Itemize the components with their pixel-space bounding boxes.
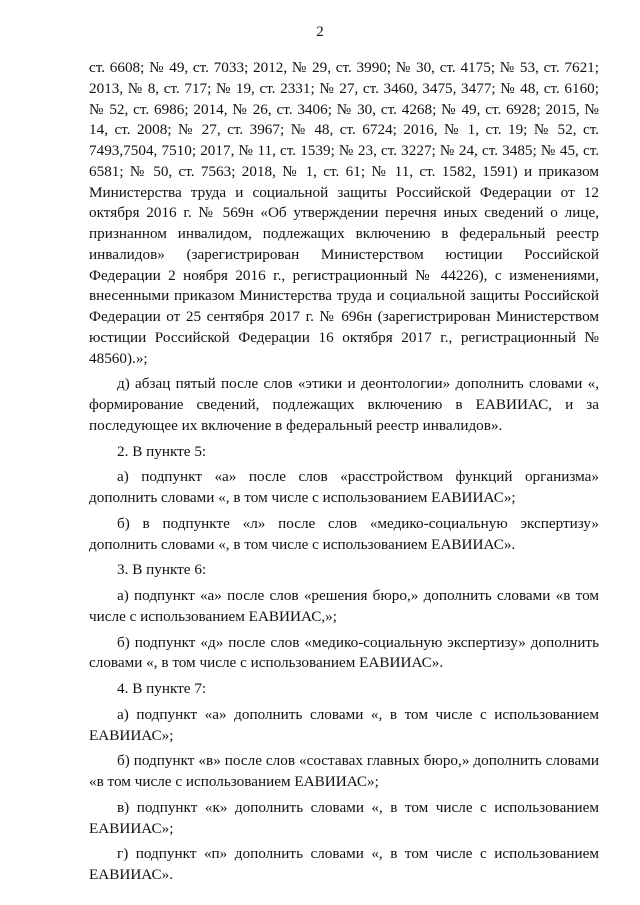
paragraph-section-3-a: а) подпункт «а» после слов «решения бюро,» дополнить словами «в том числе с использованием ЕАВИИАС,»; bbox=[89, 587, 599, 625]
document-body bbox=[89, 58, 599, 886]
paragraph-section-2-a: а) подпункт «а» после слов «расстройством функций организма» дополнить словами «, в том числе с использованием ЕАВИИАС»; bbox=[89, 468, 599, 506]
paragraph-continuation: ст. 6608; № 49, ст. 7033; 2012, № 29, ст. 3990; № 30, ст. 4175; № 53, ст. 7621; 2013, № 8, ст. 717; № 19, ст. 2331; № 27, ст. 3460, 3475, 3477; № 48, ст. 6160; № 52, ст. 6986; 2014, № 26, ст. 3406; № 30, ст. 4268; № 49, ст. 6928; 2015, № 14, ст. 2008; № 27, ст. 3967; № 48, ст. 6724; 2016, № 1, ст. 19; № 52, ст. 7493,7504, 7510; 2017, № 11, ст. 1539; № 23, ст. 3227; № 24, ст. 3485; № 45, ст. 6581; № 50, ст. 7563; 2018, № 1, ст. 61; № 11, ст. 1582, 1591) и приказом Министерства труда и социальной защиты Российской Федерации от 12 октября 2016 г. № 569н «Об утверждении перечня иных сведений о лице, признанном инвалидом, подлежащих включению в федеральный реестр инвалидов» (зарегистрирован Министерством юстиции Российской Федерации 2 ноября 2016 г., регистрационный № 44226), с изменениями, внесенными приказом Министерства труда и социальной защиты Российской Федерации от 25 сентября 2017 г. № 696н (зарегистрирован Министерством юстиции Российской Федерации 16 октября 2017 г., регистрационный № 48560).»; bbox=[89, 59, 599, 367]
paragraph-section-2-b: б) в подпункте «л» после слов «медико-социальную экспертизу» дополнить словами «, в том числе с использованием ЕАВИИАС». bbox=[89, 514, 599, 553]
paragraph-section-4-g: г) подпункт «п» дополнить словами «, в том числе с использованием ЕАВИИАС». bbox=[89, 845, 599, 883]
paragraph-section-3-b: б) подпункт «д» после слов «медико-социальную экспертизу» дополнить словами «, в том числе с использованием ЕАВИИАС». bbox=[89, 633, 599, 672]
heading-section-2: 2. В пункте 5: bbox=[117, 442, 207, 460]
paragraph-item-d: д) абзац пятый после слов «этики и деонтологии» дополнить словами «, формирование сведений, подлежащих включению в ЕАВИИАС, и за последующее их включение в федеральный реестр инвалидов». bbox=[89, 375, 599, 434]
paragraph-section-4-v: в) подпункт «к» дополнить словами «, в том числе с использованием ЕАВИИАС»; bbox=[89, 798, 599, 837]
page-number: 2 bbox=[316, 24, 324, 40]
heading-section-4: 4. В пункте 7: bbox=[117, 680, 207, 697]
heading-section-3: 3. В пункте 6: bbox=[117, 561, 207, 579]
paragraph-section-4-a: а) подпункт «а» дополнить словами «, в том числе с использованием ЕАВИИАС»; bbox=[89, 705, 599, 744]
paragraph-section-4-b: б) подпункт «в» после слов «составах главных бюро,» дополнить словами «в том числе с использованием ЕАВИИАС»; bbox=[89, 752, 599, 790]
